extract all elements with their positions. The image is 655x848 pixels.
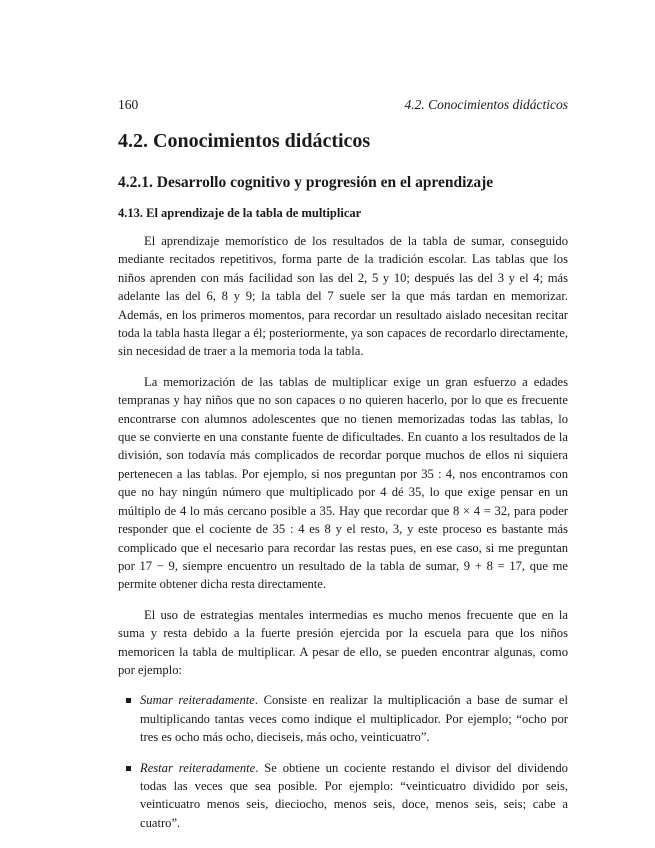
list-item-term: Restar reiteradamente [140, 760, 256, 775]
body-paragraph: La memorización de las tablas de multiplicar exige un gran esfuerzo a edades tempranas y hay niños que no son capaces o no quieren hacerlo, por lo que es frecuente encontrarse con alumnos adolescentes que no tienen memorizadas todas las tablas, lo que se convierte en una constante fuente de dificultades. En cuanto a los resultados de la división, son todavía más complicados de recordar porque muchos de ellos ni siquiera pertenecen a las tablas. Por ejemplo, si nos preguntan por 35 : 4, nos encontramos con que no hay ningún número que multiplicado por 4 dé 35, lo que exige pensar en un múltiplo de 4 lo más cercano posible a 35. Hay que recordar que 8 × 4 = 32, para poder responder que el cociente de 35 : 4 es 8 y el resto, 3, y este proceso es bastante más complicado que el necesario para recordar las restas pues, en ese caso, si me preguntan por 17 − 9, siempre encuentro un resultado de la tabla de sumar, 9 + 8 = 17, que me permite obtener dicha resta directamente. [118, 374, 568, 592]
list-item-term: Sumar reiteradamente [140, 693, 255, 708]
body-paragraph: El aprendizaje memorístico de los resultados de la tabla de sumar, conseguido mediante recitados repetitivos, forma parte de la tradición escolar. Las tablas que los niños aprenden con más facilidad son las del 2, 5 y 10; después las del 3 y el 4; más adelante las del 6, 8 y 9; la tabla del 7 suele ser la que más tardan en memorizar. Además, en los primeros momentos, para recordar un resultado aislado necesitan recitar toda la tabla hasta llegar a él; posteriormente, ya son capaces de recordarlo directamente, sin necesidad de traer a la memoria toda la tabla. [118, 234, 568, 359]
section-title: 4.2. Conocimientos didácticos [118, 130, 371, 152]
page-number: 160 [118, 97, 139, 112]
strategy-list [118, 691, 568, 832]
list-item-text: . Se obtiene un cociente restando el divisor del dividendo todas las veces que sea posible. Por ejemplo: “veinticuatro dividido por seis, veinticuatro menos seis, dieciocho, menos seis, doce, menos seis, seis; cabe a cuatro”. [140, 760, 568, 830]
subsubsection-title: 4.13. El aprendizaje de la tabla de multiplicar [118, 206, 362, 220]
running-title: 4.2. Conocimientos didácticos [404, 97, 568, 112]
running-header [118, 96, 568, 114]
bullet-square-icon [126, 766, 131, 771]
list-item [118, 691, 568, 746]
list-item-text: . Consiste en realizar la multiplicación a base de sumar el multiplicando tantas veces como indique el multiplicador. Por ejemplo; “ocho por tres es ocho más ocho, dieciseis, más ocho, veinticuatro”. [140, 693, 568, 745]
list-item [118, 759, 568, 833]
bullet-square-icon [126, 698, 131, 703]
body-paragraph: El uso de estrategias mentales intermedias es mucho menos frecuente que en la suma y resta debido a la fuerte presión ejercida por la escuela para que los niños memoricen la tabla de multiplicar. A pesar de ello, se pueden encontrar algunas, como por ejemplo: [118, 607, 568, 677]
subsection-title: 4.2.1. Desarrollo cognitivo y progresión en el aprendizaje [118, 174, 494, 191]
document-page [118, 96, 568, 844]
